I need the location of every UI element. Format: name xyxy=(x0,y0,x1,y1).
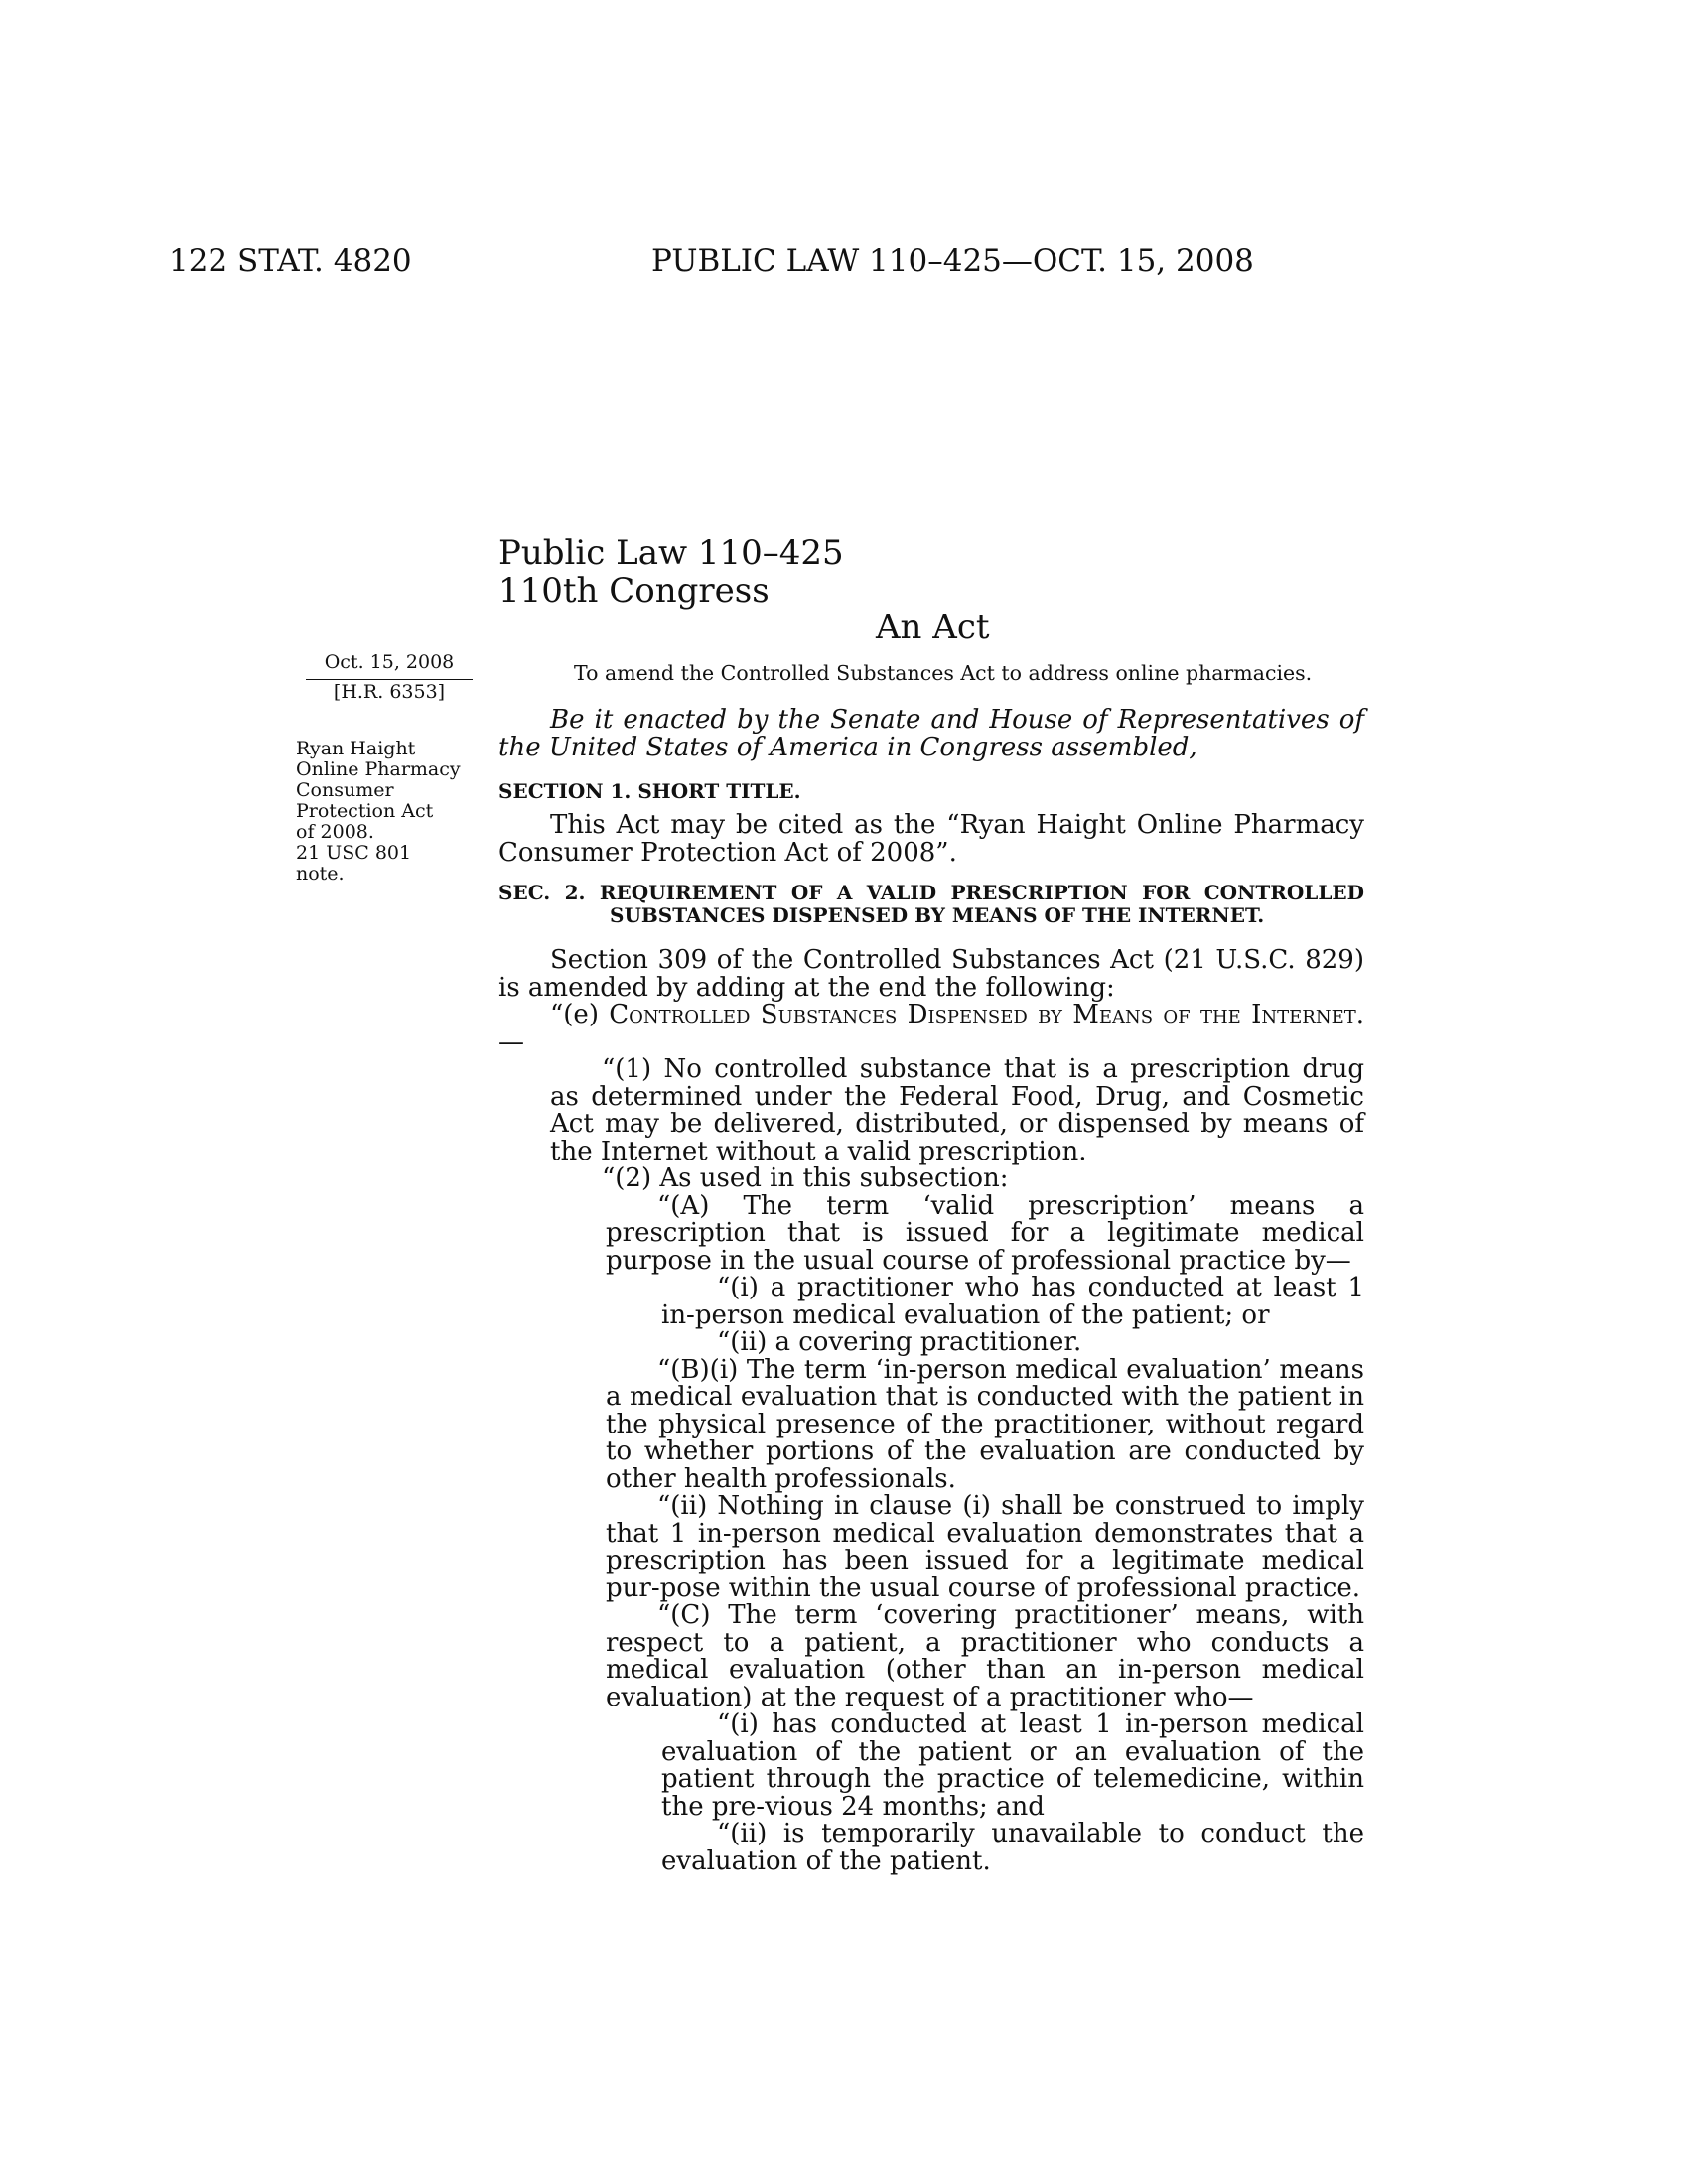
margin-citation-line: 21 USC 801 xyxy=(296,842,412,864)
subparagraph-c: “(C) The term ‘covering practitioner’ means, with respect to a patient, a practitioner who conducts a medical evaluation (other than an in-person medical evaluation) at the request of a practitioner who— xyxy=(606,1600,1364,1712)
enacting-clause xyxy=(498,707,1364,761)
section-1-heading: SECTION 1. SHORT TITLE. xyxy=(498,779,801,803)
subsection-e-heading xyxy=(498,1002,1364,1056)
section-2-body xyxy=(498,947,1364,1875)
paragraph-1: “(1) No controlled substance that is a prescription drug as determined under the Federal Food, Drug, and Cosmetic Act may be delivered, distributed, or dispensed by means of the Internet without a valid prescription. xyxy=(550,1054,1364,1166)
margin-citation xyxy=(296,739,475,885)
subsection-e-prefix: “(e) xyxy=(550,1000,610,1029)
running-head: PUBLIC LAW 110–425—OCT. 15, 2008 xyxy=(651,243,1254,279)
stat-page-number: 122 STAT. 4820 xyxy=(169,243,412,279)
subparagraph-b-i: “(B)(i) The term ‘in-person medical evaluation’ means a medical evaluation that is conducted with the patient in the physical presence of the practitioner, without regard to whether portions of the evaluation are conducted by other health professionals. xyxy=(606,1354,1364,1494)
margin-citation-line: Consumer xyxy=(296,779,394,801)
subparagraph-b-ii: “(ii) Nothing in clause (i) shall be construed to imply that 1 in-person medical evaluation demonstrates that a prescription has been issued for a legitimate medical pur-pose within the usual course of professional practice. xyxy=(606,1491,1364,1603)
section-1-text: This Act may be cited as the “Ryan Haight Online Pharmacy Consumer Protection Act of 2008”. xyxy=(498,810,1364,868)
congress: 110th Congress xyxy=(498,571,770,611)
clause-c-ii: “(ii) is temporarily unavailable to conduct the evaluation of the patient. xyxy=(661,1819,1364,1876)
margin-bill-number: [H.R. 6353] xyxy=(333,681,446,703)
margin-citation-line: note. xyxy=(296,863,345,885)
margin-date: Oct. 15, 2008 xyxy=(306,651,473,680)
margin-citation-line: of 2008. xyxy=(296,821,374,843)
section-2-heading-line-1: SEC. 2. REQUIREMENT OF A VALID PRESCRIPTION FOR CONTROLLED xyxy=(498,881,1364,904)
enacting-clause-text: Be it enacted by the Senate and House of Representatives of the United States of America in Congress assembled, xyxy=(498,705,1364,762)
subsection-e-title: Controlled Substances Dispensed by Means of the Internet.— xyxy=(498,1000,1364,1057)
section-2-heading-line-2: SUBSTANCES DISPENSED BY MEANS OF THE INTERNET. xyxy=(610,903,1265,927)
section-2-heading xyxy=(498,882,1364,927)
margin-citation-line: Protection Act xyxy=(296,800,434,822)
clause-a-ii: “(ii) a covering practitioner. xyxy=(717,1327,1082,1357)
subparagraph-a: “(A) The term ‘valid prescription’ means a prescription that is issued for a legitimate medical purpose in the usual course of professional practice by— xyxy=(606,1190,1364,1276)
margin-citation-line: Ryan Haight xyxy=(296,738,416,759)
section-1-body xyxy=(498,812,1364,867)
law-number: Public Law 110–425 xyxy=(498,533,844,573)
an-act-heading: An Act xyxy=(876,608,990,647)
purpose-statement: To amend the Controlled Substances Act to address online pharmacies. xyxy=(574,661,1313,685)
margin-citation-line: Online Pharmacy xyxy=(296,758,461,780)
clause-c-i: “(i) has conducted at least 1 in-person medical evaluation of the patient or an evaluation of the patient through the practice of telemedicine, within the pre-vious 24 months; and xyxy=(661,1709,1364,1822)
clause-a-i: “(i) a practitioner who has conducted at least 1 in-person medical evaluation of the patient; or xyxy=(661,1273,1364,1330)
title-block xyxy=(498,534,844,610)
paragraph-2: “(2) As used in this subsection: xyxy=(602,1163,1009,1193)
section-2-intro: Section 309 of the Controlled Substances Act (21 U.S.C. 829) is amended by adding at the end the following: xyxy=(498,945,1364,1003)
